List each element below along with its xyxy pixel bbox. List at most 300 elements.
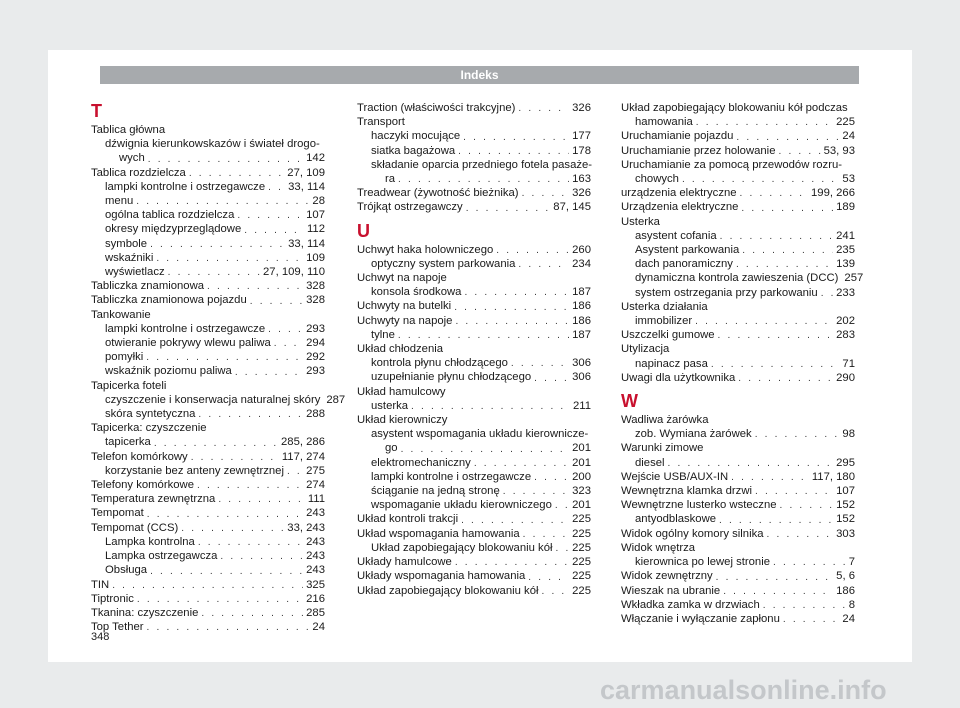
index-entry [91,421,325,435]
index-entry-text: konsola środkowa [371,286,462,299]
dot-leader [716,572,833,584]
dot-leader [773,557,846,569]
index-entry [357,314,591,328]
index-page-ref: 178 [572,144,591,157]
dot-leader [463,132,569,144]
index-entry-text: siatka bagażowa [371,144,456,157]
index-entry-text: pomyłki [105,351,144,364]
index-page-ref: 292 [306,351,325,364]
dot-leader [137,594,303,606]
index-subentry [621,555,855,569]
index-entry [357,271,591,285]
index-subentry [357,257,591,271]
index-entry-text: korzystanie bez anteny zewnętrznej [105,464,284,477]
index-entry-text: Tempomat [91,507,144,520]
index-page-ref: 111 [307,493,325,506]
index-page-ref: 257 [844,272,864,285]
index-entry-text: symbole [105,237,148,250]
dot-leader [718,330,834,342]
index-subentry [357,484,591,498]
index-subentry [621,257,855,271]
index-entry-text: Uruchamianie przez holowanie [621,144,776,157]
index-entry [621,484,855,498]
index-entry-text: zob. Wymiana żarówek [635,428,752,441]
dot-leader [755,429,840,441]
index-entry-text: Układ zapobiegający blokowaniu kół [371,541,553,554]
index-entry-text: asystent wspomagania układu kierownicze- [371,428,589,441]
dot-leader [411,401,570,413]
index-entry-text: składanie oparcia przedniego fotela pasaże- [371,158,593,171]
index-page-ref: 53 [842,173,855,186]
index-subentry [621,243,855,257]
dot-leader [720,231,834,243]
index-entry-text: Układ kierowniczy [357,414,448,427]
index-page-ref: 117, 180 [811,470,855,483]
index-entry-text: Telefony komórkowe [91,479,194,492]
index-page-ref: 328 [306,280,325,293]
index-page-ref: 306 [572,371,591,384]
index-entry-text: system ostrzegania przy parkowaniu [635,286,818,299]
index-subentry [91,407,325,421]
dot-leader [696,117,833,129]
index-entry [357,584,591,598]
index-entry-text: antyodblaskowe [635,513,717,526]
index-entry-text: dynamiczna kontrola zawieszenia (DCC) [635,272,839,285]
index-entry [621,371,855,385]
index-page-ref: 28 [312,195,325,208]
index-page-ref: 288 [306,408,325,421]
index-entry-text: Uchwyt na napoje [357,272,447,285]
dot-leader [780,500,834,512]
dot-leader [511,358,569,370]
dot-leader [237,210,303,222]
index-subentry [357,456,591,470]
index-entry-text: Transport [357,116,405,129]
index-subentry [357,541,591,555]
dot-leader [695,316,833,328]
index-subentry [357,285,591,299]
index-subentry [357,427,591,441]
index-page-ref: 243 [306,550,325,563]
dot-leader [668,458,834,470]
index-page-ref: 152 [836,513,855,526]
index-entry [357,243,591,257]
index-entry-text: Tablica rozdzielcza [91,166,186,179]
dot-leader [168,267,260,279]
index-entry-text: Układy hamulcowe [357,556,452,569]
index-entry [357,299,591,313]
index-entry-text: Utylizacja [621,343,670,356]
index-entry [91,379,325,393]
index-subentry [357,470,591,484]
index-entry [621,342,855,356]
index-subentry [621,357,855,371]
index-page-ref: 225 [572,570,591,583]
index-entry [357,342,591,356]
index-page-ref: 326 [572,187,591,200]
index-page-ref: 200 [572,470,591,483]
index-subentry [621,314,855,328]
index-entry [357,413,591,427]
dot-leader [461,515,569,527]
index-entry-text: Włączanie i wyłączanie zapłonu [621,612,780,625]
index-page-ref: 201 [572,499,591,512]
index-subentry [91,535,325,549]
index-entry-text: ra [385,173,396,186]
index-entry-text: Uchwyty na napoje [357,314,453,327]
index-entry [621,215,855,229]
index-entry-text: menu [105,195,134,208]
index-subentry [621,512,855,526]
index-entry-text: immobilizer [635,315,693,328]
dot-leader [268,182,285,194]
index-subentry [91,151,325,165]
index-entry [621,115,855,129]
index-column-2 [357,101,591,598]
index-entry-text: dach panoramiczny [635,258,733,271]
index-subentry [91,435,325,449]
index-page-ref: 225 [572,556,591,569]
index-subentry [621,286,855,300]
index-entry [91,166,325,180]
dot-leader [147,622,310,634]
dot-leader [711,359,840,371]
index-subentry [357,158,591,172]
index-entry-text: napinacz pasa [635,357,708,370]
index-page-ref: 225 [572,527,591,540]
index-entry-text: okresy międzyprzeglądowe [105,223,242,236]
index-entry-text: Tiptronic [91,592,134,605]
index-entry-text: wspomaganie układu kierowniczego [371,499,552,512]
dot-leader [156,253,303,265]
index-page-ref: 303 [836,527,855,540]
index-entry [621,158,855,172]
index-entry [91,606,325,620]
index-subentry [91,336,325,350]
index-subentry [91,222,325,236]
dot-leader [466,203,551,215]
index-page-ref: 199, 266 [811,187,855,200]
index-entry-text: Tkanina: czyszczenie [91,606,199,619]
index-entry-text: optyczny system parkowania [371,257,516,270]
index-entry [357,569,591,583]
dot-leader [518,259,569,271]
index-entry-text: Układ wspomagania hamowania [357,527,520,540]
index-entry [91,478,325,492]
index-entry-text: Układ kontroli trakcji [357,513,459,526]
dot-leader [503,486,569,498]
index-subentry [91,549,325,563]
index-entry-text: Układ chłodzenia [357,343,444,356]
index-section-letter: T [91,101,102,121]
index-entry-text: Treadwear (żywotność bieżnika) [357,187,519,200]
index-page-ref: 295 [836,456,855,469]
index-page-ref: 33, 114 [288,180,325,193]
index-entry [357,186,591,200]
index-entry-text: Usterka działania [621,300,708,313]
index-section-letter: U [357,220,370,241]
index-subentry [91,350,325,364]
index-page-ref: 241 [836,229,855,242]
dot-leader [740,188,808,200]
index-page-ref: 234 [572,257,591,270]
dot-leader [555,500,569,512]
index-entry [621,328,855,342]
index-page-ref: 33, 243 [287,521,325,534]
dot-leader [767,529,834,541]
index-entry-text: Traction (właściwości trakcyjne) [357,102,516,114]
index-page-ref: 33, 114 [288,237,325,250]
index-entry-text: Widok ogólny komory silnika [621,527,764,540]
index-entry [621,101,855,115]
index-subentry [357,129,591,143]
index-page-ref: 142 [306,152,325,165]
index-page-ref: 285, 286 [281,436,325,449]
dot-leader [150,239,285,251]
dot-leader [742,245,833,257]
dot-leader [474,458,569,470]
index-entry-text: TIN [91,578,110,591]
index-entry-text: Wieszak na ubranie [621,584,721,597]
index-page-ref: 243 [306,564,325,577]
index-entry-text: go [385,442,398,455]
index-page-ref: 293 [306,322,325,335]
index-entry-text: tylne [371,328,395,341]
index-entry [621,413,855,427]
index-entry-text: wych [119,152,145,165]
index-page-ref: 109 [306,251,325,264]
index-subentry [91,194,325,208]
index-subentry [91,137,325,151]
index-entry [621,129,855,143]
index-page-ref: 24 [842,130,855,143]
dot-leader [191,452,279,464]
index-page-ref: 243 [306,507,325,520]
index-entry-text: Tankowanie [91,308,151,321]
dot-leader [218,494,305,506]
index-page-ref: 211 [572,399,591,412]
dot-leader [738,373,833,385]
dot-leader [496,245,569,257]
dot-leader [220,551,303,563]
index-subentry [621,271,864,285]
index-entry [621,441,855,455]
dot-leader [542,586,570,598]
dot-leader [821,288,833,300]
dot-leader [147,509,303,521]
index-page-ref: 201 [572,456,591,469]
dot-leader [150,566,303,578]
dot-leader [244,225,304,237]
index-page-ref: 24 [842,612,855,625]
dot-leader [197,480,303,492]
dot-leader [235,367,303,379]
index-page-ref: 24 [312,621,325,634]
index-subentry [91,322,325,336]
index-entry-text: skóra syntetyczna [105,408,196,421]
index-page-ref: 87, 145 [553,201,591,214]
index-page-ref: 139 [836,258,855,271]
dot-leader [682,174,839,186]
index-page-ref: 112 [306,223,325,236]
index-entry-text: Widok wnętrza [621,541,696,554]
index-entry-text: kontrola płynu chłodzącego [371,357,508,370]
index-entry-text: Wewnętrzna klamka drzwi [621,485,753,498]
index-subentry [91,393,346,407]
index-entry [621,498,855,512]
dot-leader [201,608,303,620]
index-entry-text: Tablica główna [91,124,166,136]
index-entry-text: chowych [635,173,679,186]
index-page-ref: 98 [842,428,855,441]
index-entry-text: haczyki mocujące [371,130,461,143]
dot-leader [534,373,569,385]
dot-leader [778,146,820,158]
dot-leader [523,529,569,541]
index-page-ref: 283 [836,329,855,342]
dot-leader [534,472,569,484]
index-page-ref: 187 [572,286,591,299]
index-subentry [91,180,325,194]
index-entry-text: Uchwyty na butelki [357,300,452,313]
dot-leader [556,543,570,555]
dot-leader [719,515,833,527]
index-entry-text: Uruchamianie za pomocą przewodów rozru- [621,158,843,171]
index-subentry [357,172,591,186]
index-subentry [91,208,325,222]
index-entry-text: wskaźnik poziomu paliwa [105,365,232,378]
index-entry-text: Usterka [621,215,660,228]
index-section-letter: W [621,391,638,412]
index-entry [357,385,591,399]
dot-leader [755,486,833,498]
index-page-ref: 107 [836,485,855,498]
index-entry-text: Obsługa [105,564,148,577]
index-page-ref: 293 [306,365,325,378]
index-entry-text: Asystent parkowania [635,244,740,257]
index-page-ref: 189 [836,201,855,214]
index-entry [91,123,325,137]
index-entry-text: Widok zewnętrzny [621,570,713,583]
index-entry-text: Układ hamulcowy [357,385,446,398]
index-entry-text: ogólna tablica rozdzielcza [105,209,235,222]
dot-leader [198,537,303,549]
index-page-ref: 328 [306,294,325,307]
dot-leader [458,146,569,158]
index-subentry [357,441,591,455]
index-page-ref: 186 [572,314,591,327]
index-entry [621,584,855,598]
index-entry [621,527,855,541]
index-entry [621,300,855,314]
index-page-ref: 163 [572,173,591,186]
index-entry-text: Uwagi dla użytkownika [621,371,736,384]
dot-leader [741,203,833,215]
index-entry [91,521,325,535]
index-page-ref: 177 [572,130,591,143]
index-page-ref: 225 [572,541,591,554]
index-entry-text: otwieranie pokrywy wlewu paliwa [105,337,271,350]
index-page-ref: 152 [836,499,855,512]
index-subentry [91,464,325,478]
index-subentry [357,370,591,384]
index-page-ref: 186 [572,300,591,313]
index-entry [357,512,591,526]
index-entry [91,450,325,464]
index-entry-text: Wejście USB/AUX-IN [621,470,729,483]
index-entry [621,612,855,626]
index-subentry [357,399,591,413]
index-page-ref: 117, 274 [281,450,325,463]
index-page-ref: 27, 109 [287,166,325,179]
dot-leader [522,188,570,200]
index-entry-text: hamowania [635,116,693,129]
index-entry-text: Urządzenia elektryczne [621,201,739,214]
index-entry-text: wskaźniki [105,251,154,264]
index-entry-text: dźwignia kierunkowskazów i świateł drogo- [105,138,320,151]
index-subentry [621,427,855,441]
index-subentry [357,356,591,370]
index-entry-text: Tapicerka: czyszczenie [91,422,207,435]
index-page-ref: 275 [306,464,325,477]
index-entry-text: usterka [371,399,409,412]
index-subentry [91,364,325,378]
index-column-1 [91,101,346,634]
index-page-ref: 202 [836,315,855,328]
index-entry-text: Lampka kontrolna [105,535,195,548]
dot-leader [464,287,569,299]
dot-leader [148,154,303,166]
index-subentry [357,328,591,342]
index-page-ref: 294 [306,337,325,350]
index-entry [91,492,325,506]
index-entry-text: Tabliczka znamionowa [91,280,205,293]
dot-leader [207,281,303,293]
index-entry-text: Układ zapobiegający blokowaniu kół podczas [621,102,848,114]
dot-leader [398,330,569,342]
index-entry-text: uzupełnianie płynu chłodzącego [371,371,532,384]
index-entry-text: Układy wspomagania hamowania [357,570,526,583]
dot-leader [189,168,284,180]
index-entry-text: lampki kontrolne i ostrzegawcze [105,180,266,193]
index-entry [621,598,855,612]
index-entry [357,527,591,541]
index-page-ref: 233 [836,286,855,299]
dot-leader [518,103,569,115]
index-subentry [621,456,855,470]
dot-leader [528,572,569,584]
dot-leader [274,338,303,350]
index-page-ref: 323 [572,485,591,498]
index-page-ref: 225 [836,116,855,129]
dot-leader [154,438,278,450]
index-entry [357,101,591,115]
index-page-ref: 306 [572,357,591,370]
index-entry [621,569,855,583]
index-entry-text: tapicerka [105,436,151,449]
index-entry-text: Top Tether [91,621,144,634]
dot-leader [763,600,846,612]
index-entry-text: Trójkąt ostrzegawczy [357,201,463,214]
index-page-ref: 186 [836,584,855,597]
index-page-ref: 5, 6 [836,570,855,583]
index-entry [91,293,325,307]
index-entry-text: elektromechaniczny [371,456,471,469]
dot-leader [723,586,833,598]
index-entry-text: Wkładka zamka w drzwiach [621,598,760,611]
index-page-ref: 7 [848,556,855,569]
index-entry [621,186,855,200]
